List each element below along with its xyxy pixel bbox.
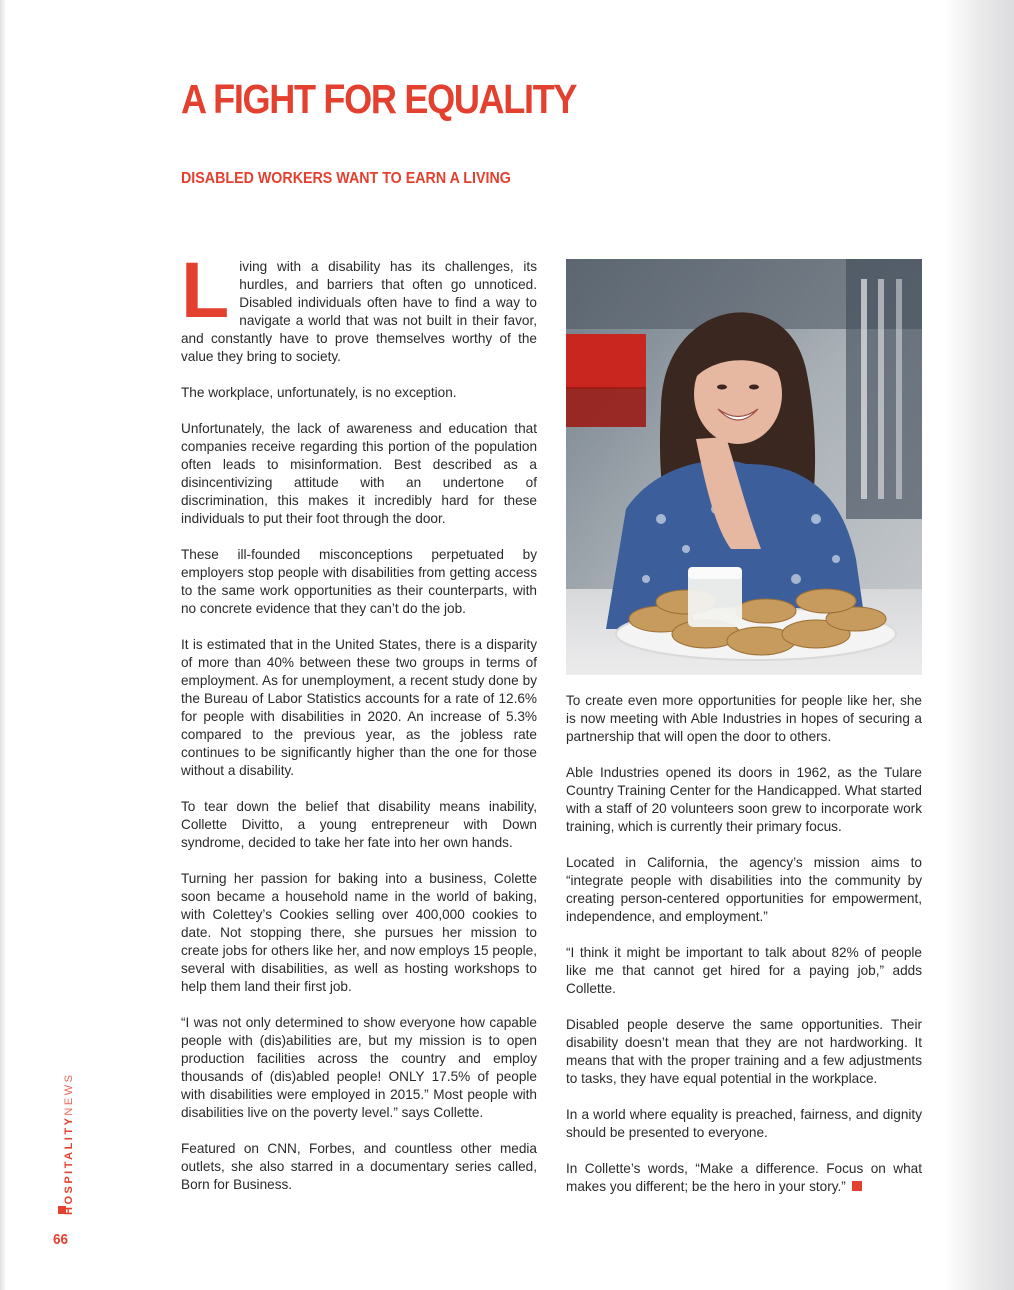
paragraph: In Collette’s words, “Make a difference. Focus on what makes you different; be the hero in your story.” bbox=[566, 1161, 922, 1194]
paragraph: In a world where equality is preached, fairness, and dignity should be presented to everyone. bbox=[566, 1107, 922, 1140]
publication-name-bold: HOSPITALITY bbox=[63, 1115, 75, 1215]
paragraph: Located in California, the agency’s mission aims to “integrate people with disabilities into the community by creating person-centered opportunities for empowerment, independence, and employment.” bbox=[566, 855, 922, 924]
paragraph: It is estimated that in the United States, there is a disparity of more than 40% between these two groups in terms of employment. As for unemployment, a recent study done by the Bureau of Labor Statistics accounts for a rate of 12.6% for people with disabilities in 2020. An increase of 5.3% compared to the previous year, as the jobless rate continues to be significantly higher than the one for those without a disability. bbox=[181, 637, 537, 778]
page-gutter-shadow bbox=[944, 0, 1014, 1290]
right-column bbox=[566, 692, 922, 1214]
left-column bbox=[181, 245, 537, 1212]
page-number: 66 bbox=[53, 1231, 69, 1248]
paragraph: “I think it might be important to talk about 82% of people like me that cannot get hired for a paying job,” adds Collette. bbox=[566, 945, 922, 996]
page-edge bbox=[0, 0, 6, 1290]
article-photo bbox=[566, 259, 922, 675]
paragraph: Living with a disability has its challenges, its hurdles, and barriers that often go unnoticed. Disabled individuals often have to find a way to navigate a world that was not built in their favor, and constantly have to prove themselves worthy of the value they bring to society. bbox=[181, 245, 537, 364]
paragraph: To create even more opportunities for people like her, she is now meeting with Able Industries in hopes of securing a partnership that will open the door to others. bbox=[566, 693, 922, 744]
drop-cap: L bbox=[181, 245, 230, 334]
paragraph: The workplace, unfortunately, is no exception. bbox=[181, 385, 457, 400]
article-title: A FIGHT FOR EQUALITY bbox=[181, 76, 577, 122]
paragraph: Featured on CNN, Forbes, and countless other media outlets, she also starred in a documentary series called, Born for Business. bbox=[181, 1141, 537, 1192]
article-subtitle: DISABLED WORKERS WANT TO EARN A LIVING bbox=[181, 170, 511, 187]
end-mark-icon bbox=[852, 1181, 862, 1191]
paragraph: Able Industries opened its doors in 1962, as the Tulare Country Training Center for the Handicapped. What started with a staff of 20 volunteers soon grew to incorporate work training, which is currently their primary focus. bbox=[566, 765, 922, 834]
paragraph: These ill-founded misconceptions perpetuated by employers stop people with disabilities from getting access to the same work opportunities as their counterparts, with no concrete evidence that they can’t do the job. bbox=[181, 547, 537, 616]
paragraph: “I was not only determined to show everyone how capable people with (dis)abilities are, but my mission is to open production facilities across the country and employ thousands of (dis)abled people! ONLY 17.5% of people with disabilities were employed in 2015.” Most people with disabilities live on the poverty level.” says Collette. bbox=[181, 1015, 537, 1120]
publication-name bbox=[63, 1073, 75, 1215]
paragraph: Unfortunately, the lack of awareness and education that companies receive regarding this portion of the population often leads to misinformation. Best described as a disincentivizing attitude with an undertone of discrimination, this makes it incredibly hard for these individuals to put their foot through the door. bbox=[181, 421, 537, 526]
paragraph: Disabled people deserve the same opportunities. Their disability doesn’t mean that they are not hardworking. It means that with the proper training and a few adjustments to tasks, they have equal potential in the workplace. bbox=[566, 1017, 922, 1086]
paragraph: To tear down the belief that disability means inability, Collette Divitto, a young entrepreneur with Down syndrome, decided to take her fate into her own hands. bbox=[181, 799, 537, 850]
paragraph: Turning her passion for baking into a business, Colette soon became a household name in the world of baking, with Colettey’s Cookies selling over 400,000 cookies to date. Not stopping there, she pursues her mission to create jobs for others like her, and now employs 15 people, several with disabilities, as well as hosting workshops to help them land their first job. bbox=[181, 871, 537, 994]
publication-name-light: NEWS bbox=[63, 1072, 75, 1116]
